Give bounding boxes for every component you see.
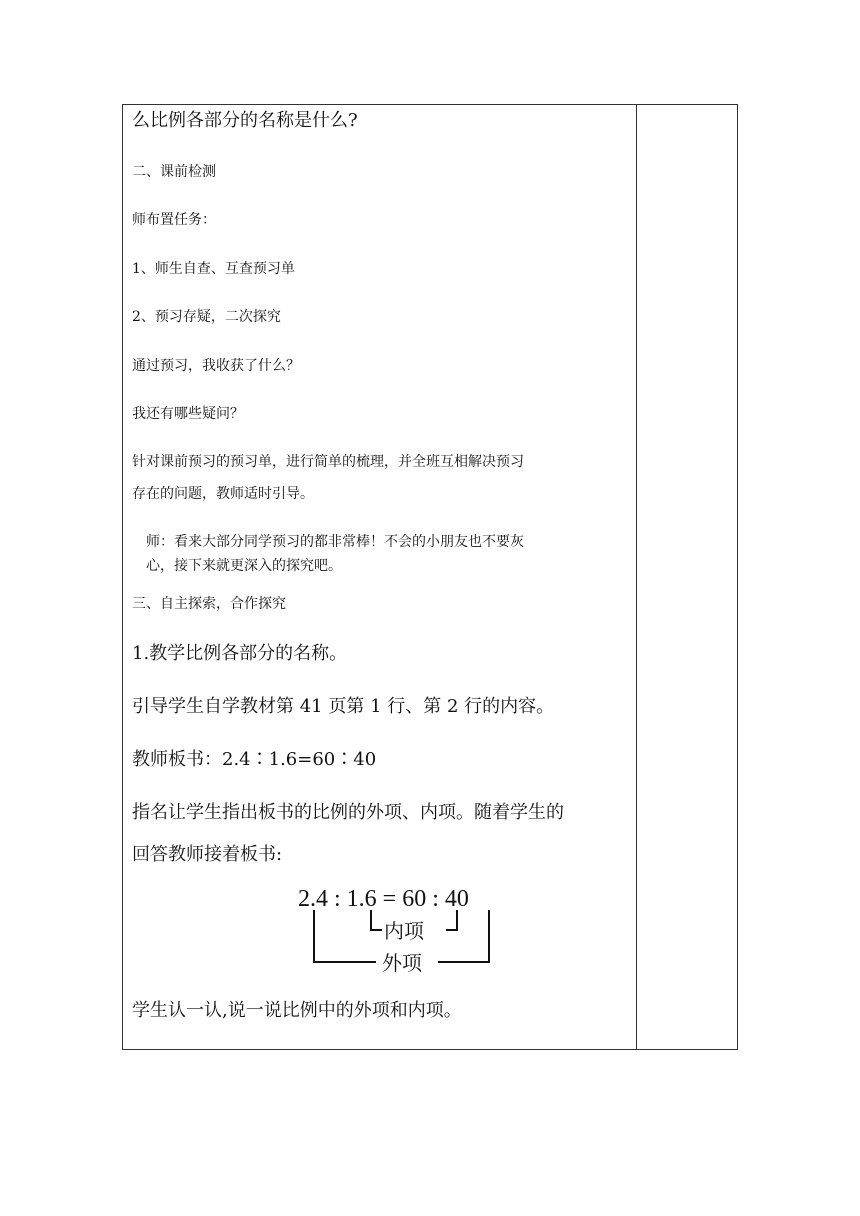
proportion-diagram xyxy=(296,884,506,974)
inner-bracket-right xyxy=(446,910,457,930)
section-heading-3: 三、自主探索，合作探究 xyxy=(132,596,286,612)
task-item-1: 1、师生自查、互查预习单 xyxy=(132,261,295,277)
paragraph-line: 存在的问题，教师适时引导。 xyxy=(132,486,314,502)
instruction-line: 指名让学生指出板书的比例的外项、内项。随着学生的 xyxy=(132,802,564,823)
paragraph-line: 针对课前预习的预习单，进行简单的梳理，并全班互相解决预习 xyxy=(132,454,524,470)
section-heading-2: 二、课前检测 xyxy=(132,164,216,180)
teacher-remark-line: 心，接下来就更深入的探究吧。 xyxy=(146,558,342,574)
teacher-remark-line: 师：看来大部分同学预习的都非常棒！不会的小朋友也不要灰 xyxy=(146,534,524,550)
proportion-equation: 2.4 : 1.6 = 60 : 40 xyxy=(298,886,469,912)
column-divider xyxy=(636,104,637,1050)
question-line: 么比例各部分的名称是什么? xyxy=(132,110,358,131)
task-line: 师布置任务： xyxy=(132,212,216,228)
question-gain: 通过预习，我收获了什么？ xyxy=(132,358,300,374)
instruction-line: 引导学生自学教材第 41 页第 1 行、第 2 行的内容。 xyxy=(132,696,555,717)
inner-bracket-left xyxy=(371,910,382,930)
question-doubt: 我还有哪些疑问？ xyxy=(132,406,244,422)
outer-bracket-right xyxy=(438,910,489,962)
subsection-title: 1.教学比例各部分的名称。 xyxy=(132,643,348,664)
outer-bracket-left xyxy=(314,910,376,962)
inner-term-label: 内项 xyxy=(384,921,424,943)
instruction-line: 回答教师接着板书: xyxy=(132,844,283,865)
closing-line: 学生认一认,说一说比例中的外项和内项。 xyxy=(132,1000,462,1021)
outer-term-label: 外项 xyxy=(382,953,422,974)
task-item-2: 2、预习存疑，二次探究 xyxy=(132,309,281,325)
board-writing-line: 教师板书：2.4∶1.6=60∶40 xyxy=(132,749,377,770)
